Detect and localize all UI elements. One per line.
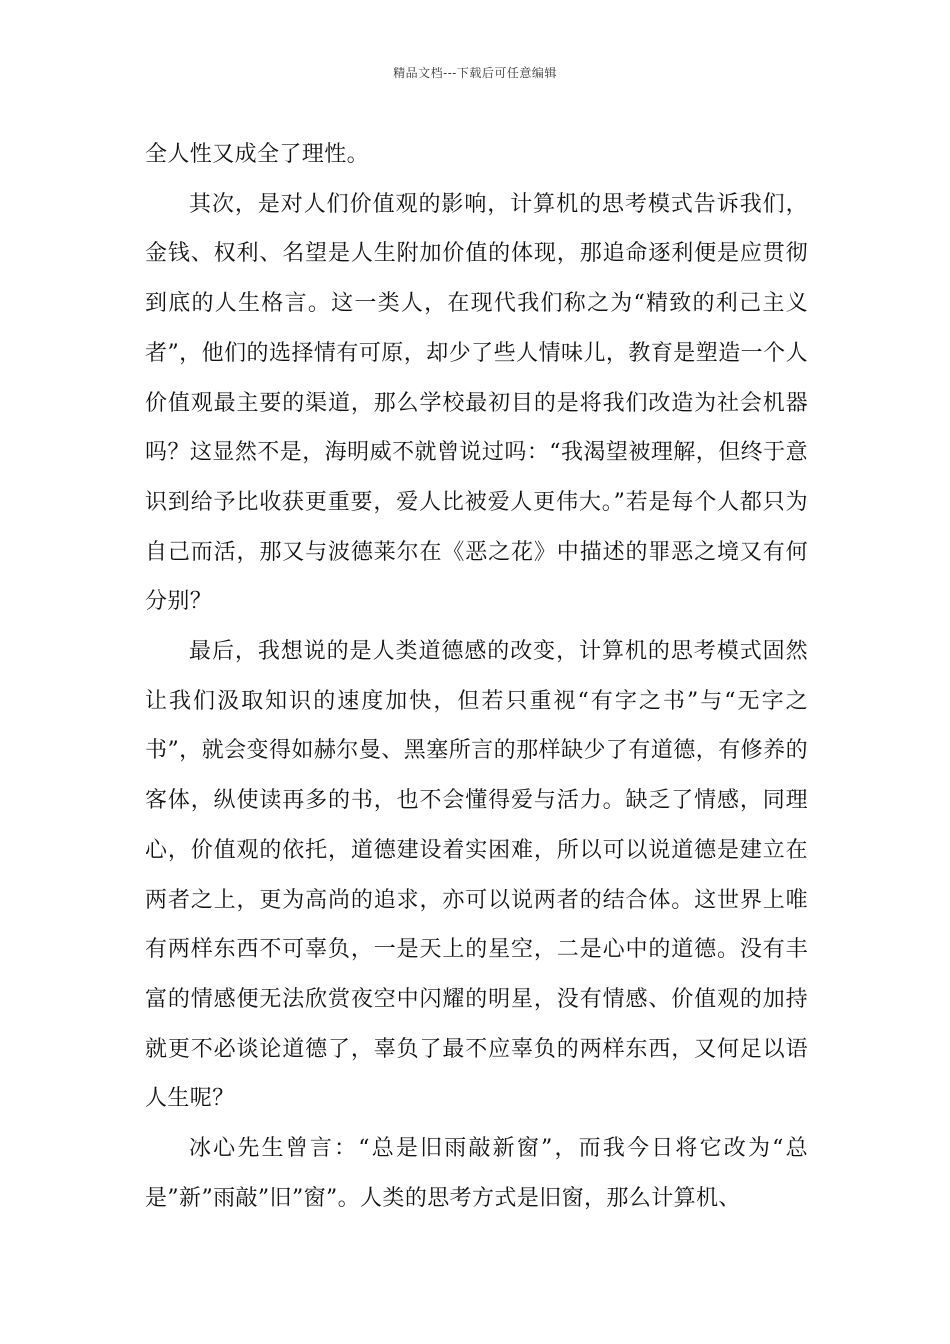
page-header: 精品文档---下载后可任意编辑: [393, 66, 557, 80]
paragraph-1: 全人性又成全了理性。: [145, 142, 370, 167]
document-body: [145, 130, 808, 1223]
paragraph-4: 冰心先生曾言：“总是旧雨敲新窗”，而我今日将它改为“总是”新”雨敲”旧”窗”。人类的思考方式是旧窗，那么计算机、: [145, 1136, 808, 1211]
paragraph-3: 最后，我想说的是人类道德感的改变，计算机的思考模式固然让我们汲取知识的速度加快，但若只重视“有字之书”与“无字之书”，就会变得如赫尔曼、黑塞所言的那样缺少了有道德，有修养的客体，纵使读再多的书，也不会懂得爱与活力。缺乏了情感，同理心，价值观的依托，道德建设着实困难，所以可以说道德是建立在两者之上，更为高尚的追求，亦可以说两者的结合体。这世界上唯有两样东西不可辜负，一是天上的星空，二是心中的道德。没有丰富的情感便无法欣赏夜空中闪耀的明星，没有情感、价值观的加持就更不必谈论道德了，辜负了最不应辜负的两样东西，又何足以语人生呢？: [145, 639, 808, 1112]
paragraph-2: 其次，是对人们价值观的影响，计算机的思考模式告诉我们，金钱、权利、名望是人生附加价值的体现，那追命逐利便是应贯彻到底的人生格言。这一类人，在现代我们称之为“精致的利己主义者”，他们的选择情有可原，却少了些人情味儿，教育是塑造一个人价值观最主要的渠道，那么学校最初目的是将我们改造为社会机器吗？这显然不是，海明威不就曾说过吗：“我渴望被理解，但终于意识到给予比收获更重要，爱人比被爱人更伟大。”若是每个人都只为自己而活，那又与波德莱尔在《恶之花》中描述的罪恶之境又有何分别？: [145, 191, 808, 615]
